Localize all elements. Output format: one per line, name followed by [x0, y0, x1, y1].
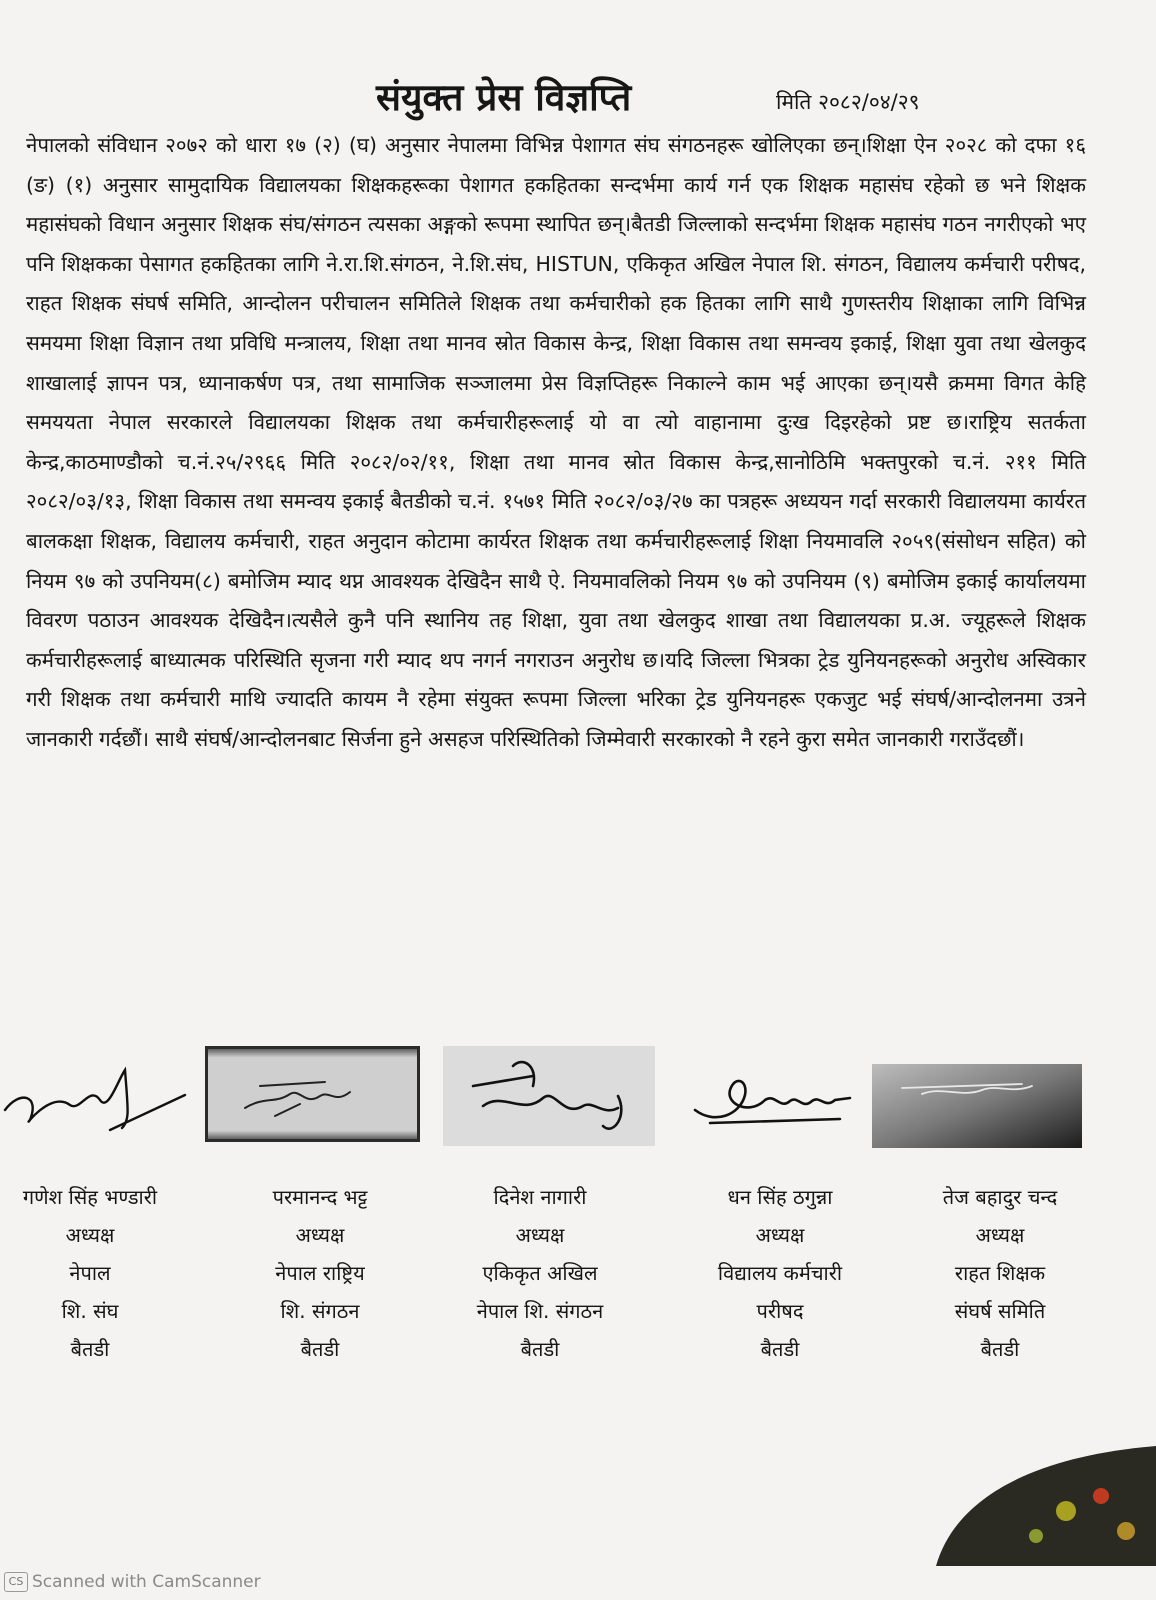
signatory-1: [0, 1178, 180, 1368]
scan-corner-object: [896, 1416, 1156, 1570]
scanner-watermark: [4, 1572, 261, 1592]
signatory-name: गणेश सिंह भण्डारी: [22, 1185, 158, 1209]
signatory-org-line2: शि. संघ: [61, 1299, 119, 1323]
signatory-role: अध्यक्ष: [755, 1223, 805, 1247]
body-paragraph: नेपालको संविधान २०७२ को धारा १७ (२) (घ) अनुसार नेपालमा विभिन्न पेशागत संघ संगठनहरू खोलिएका छन्।शिक्षा ऐन २०२८ को दफा १६ (ङ) (१) अनुसार सामुदायिक विद्यालयका शिक्षकहरूका पेशागत हकहितका सन्दर्भमा कार्य गर्न एक शिक्षक महासंघ रहेको छ भने शिक्षक महासंघको विधान अनुसार शिक्षक संघ/संगठन त्यसका अङ्गको रूपमा स्थापित छन्।बैतडी जिल्लाको सन्दर्भमा शिक्षक महासंघ गठन नगरीएको भए पनि शिक्षकका पेसागत हकहितका लागि ने.रा.शि.संगठन, ने.शि.संघ, HISTUN, एकिकृत अखिल नेपाल शि. संगठन, विद्यालय कर्मचारी परीषद, राहत शिक्षक संघर्ष समिति, आन्दोलन परीचालन समितिले शिक्षक तथा कर्मचारीको हक हितका लागि साथै गुणस्तरीय शिक्षाका लागि विभिन्न समयमा शिक्षा विज्ञान तथा प्रविधि मन्त्रालय, शिक्षा तथा मानव स्रोत विकास केन्द्र, शिक्षा विकास तथा समन्वय इकाई, शिक्षा युवा तथा खेलकुद शाखालाई ज्ञापन पत्र, ध्यानाकर्षण पत्र, तथा सामाजिक सञ्जालमा प्रेस विज्ञप्तिहरू निकाल्ने काम भई आएका छन्।यसै क्रममा विगत केहि समययता नेपाल सरकारले विद्यालयका शिक्षक तथा कर्मचारीहरूलाई यो वा त्यो वाहानामा दुःख दिइरहेको प्रष्ट छ।राष्ट्रिय सतर्कता केन्द्र,काठमाण्डौको च.नं.२५/२९६६ मिति २०८२/०२/११, शिक्षा तथा मानव स्रोत विकास केन्द्र,सानोठिमि भक्तपुरको च.नं. २११ मिति २०८२/०३/१३, शिक्षा विकास तथा समन्वय इकाई बैतडीको च.नं. १५७१ मिति २०८२/०३/२७ का पत्रहरू अध्ययन गर्दा सरकारी विद्यालयमा कार्यरत बालकक्षा शिक्षक, विद्यालय कर्मचारी, राहत अनुदान कोटामा कार्यरत शिक्षक तथा कर्मचारीहरूलाई शिक्षा नियमावलि २०५९(संसोधन सहित) को नियम ९७ को उपनियम(८) बमोजिम म्याद थप्न आवश्यक देखिदैन साथै ऐ. नियमावलिको नियम ९७ को उपनियम (९) बमोजिम इकाई कार्यालयमा विवरण पठाउन आवश्यक देखिदैन।त्यसैले कुनै पनि स्थानिय तह शिक्षा, युवा तथा खेलकुद शाखा तथा विद्यालयका प्र.अ. ज्यूहरूले शिक्षक कर्मचारीहरूलाई बाध्यात्मक परिस्थिति सृजना गरी म्याद थप नगर्न नगराउन अनुरोध छ।यदि जिल्ला भित्रका ट्रेड युनियनहरूको अनुरोध अस्विकार गरी शिक्षक तथा कर्मचारी माथि ज्यादति कायम नै रहेमा संयुक्त रूपमा जिल्ला भरिका ट्रेड युनियनहरू एकजुट भई संघर्ष/आन्दोलनमा उत्रने जानकारी गर्दछौं। साथै संघर्ष/आन्दोलनबाट सिर्जना हुने असहज परिस्थितिको जिम्मेवारी सरकारको नै रहने कुरा समेत जानकारी गराउँदछौं।: [26, 133, 1086, 751]
signatory-org-line2: संघर्ष समिति: [954, 1299, 1046, 1323]
signatory-org-line2: परीषद: [756, 1299, 804, 1323]
signatory-role: अध्यक्ष: [515, 1223, 565, 1247]
signatory-org-line1: नेपाल: [69, 1261, 111, 1285]
signature-5-image: [872, 1064, 1082, 1148]
signatory-2: [230, 1178, 410, 1368]
signatory-role: अध्यक्ष: [295, 1223, 345, 1247]
document-title: संयुक्त प्रेस विज्ञप्ति: [376, 76, 632, 119]
signatory-4: [680, 1178, 880, 1368]
signatory-3: [440, 1178, 640, 1368]
signatory-name: दिनेश नागारी: [493, 1185, 587, 1209]
signatory-place: बैतडी: [760, 1337, 800, 1361]
signatory-name: तेज बहादुर चन्द: [942, 1185, 1058, 1209]
signature-3-image: [443, 1046, 655, 1146]
signatory-role: अध्यक्ष: [65, 1223, 115, 1247]
signatory-org-line2: नेपाल शि. संगठन: [476, 1299, 604, 1323]
signatory-org-line2: शि. संगठन: [280, 1299, 360, 1323]
signatory-place: बैतडी: [520, 1337, 560, 1361]
signatory-5: [900, 1178, 1100, 1368]
signature-2-image: [205, 1046, 420, 1142]
signatory-place: बैतडी: [70, 1337, 110, 1361]
camscanner-logo-icon: CS: [4, 1572, 28, 1592]
signatory-role: अध्यक्ष: [975, 1223, 1025, 1247]
signature-1-image: [0, 1050, 190, 1150]
signature-row: [0, 1050, 1156, 1170]
signatory-org-line1: राहत शिक्षक: [954, 1261, 1046, 1285]
signatory-place: बैतडी: [300, 1337, 340, 1361]
signatory-name: धन सिंह ठगुन्ना: [727, 1185, 833, 1209]
scanner-watermark-text: Scanned with CamScanner: [32, 1572, 261, 1592]
signatory-name: परमानन्द भट्ट: [272, 1185, 368, 1209]
signatory-org-line1: नेपाल राष्ट्रिय: [275, 1261, 365, 1285]
document-date: मिति २०८२/०४/२९: [776, 90, 920, 114]
signature-4-image: [690, 1055, 865, 1135]
signatory-place: बैतडी: [980, 1337, 1020, 1361]
signatory-org-line1: विद्यालय कर्मचारी: [717, 1261, 843, 1285]
signatory-org-line1: एकिकृत अखिल: [482, 1261, 598, 1285]
